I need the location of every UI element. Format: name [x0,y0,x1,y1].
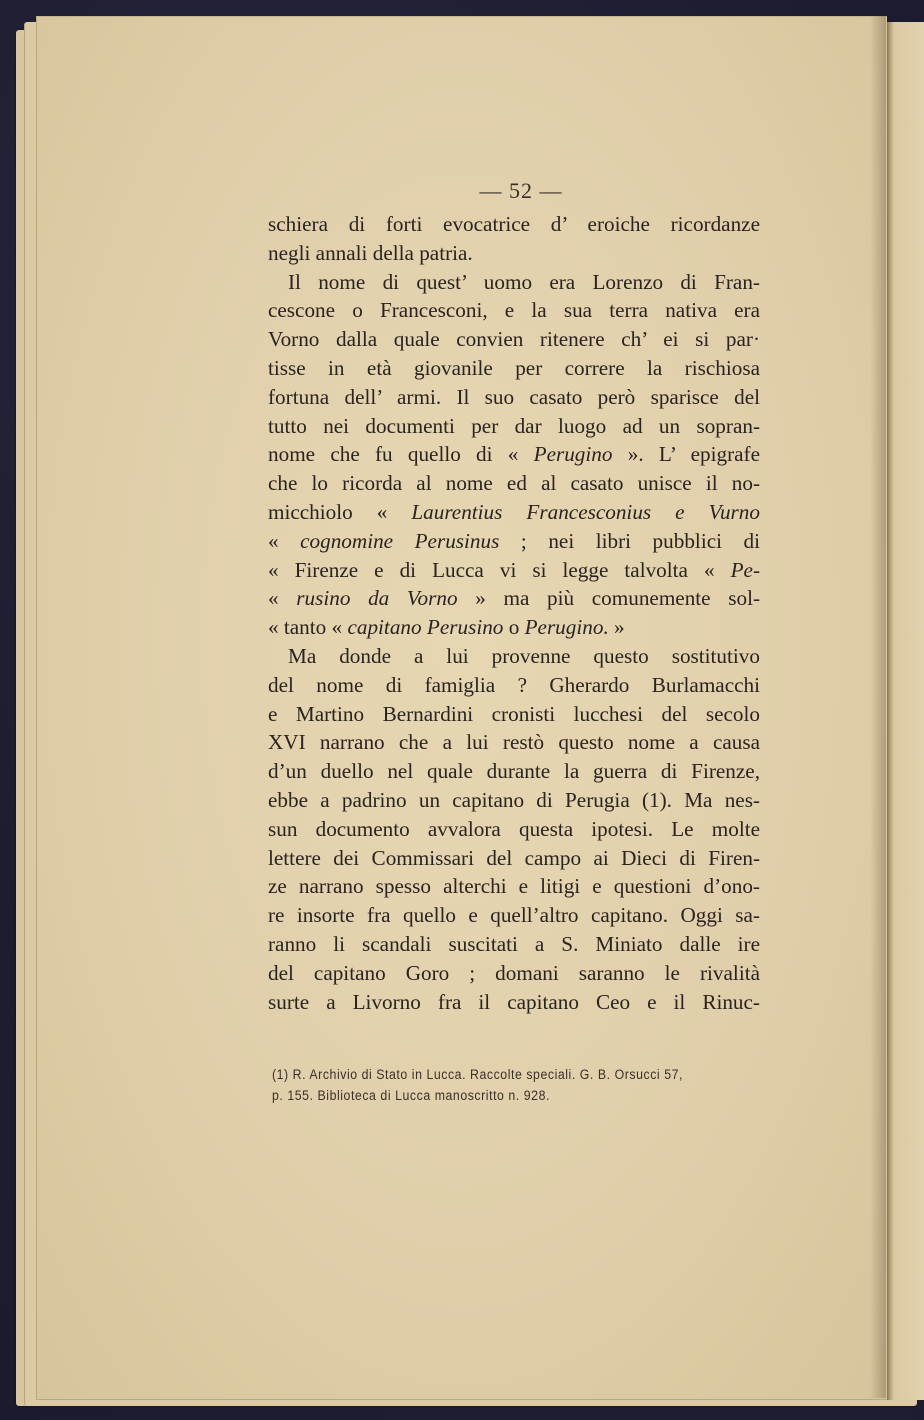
italic-text: capitano Perusino [347,615,504,640]
text-run: ». L’ epigrafe [612,442,760,467]
text-run: ze narrano spesso alterchi e litigi e questioni d’ono- [268,874,760,899]
italic-text: Laurentius Francesconius e Vurno [411,499,760,524]
text-line [268,325,760,354]
text-run: nome che fu quello di « [268,442,534,467]
text-line [268,757,760,786]
text-line [268,613,760,642]
italic-text: rusino da Vorno [296,586,458,611]
text-run: Il nome di quest’ uomo era Lorenzo di Fran- [288,269,760,294]
text-line [268,556,760,585]
text-run: » [608,615,625,640]
text-line [268,872,760,901]
text-line [268,498,760,527]
text-line [268,354,760,383]
text-run: Vorno dalla quale convien ritenere ch’ ei si par· [268,327,760,352]
text-run: « [268,528,301,553]
text-line [268,930,760,959]
text-run: re insorte fra quello e quell’altro capitano. Oggi sa- [268,903,760,928]
text-run: e Martino Bernardini cronisti lucchesi del secolo [268,701,760,726]
text-line [268,268,760,297]
text-run: « [268,586,297,611]
text-run: « Firenze e di Lucca vi si legge talvolta « [268,557,731,582]
italic-text: Perugino [533,442,613,467]
italic-text: Perugino. [524,615,609,640]
text-run: ranno li scandali suscitati a S. Miniato dalle ire [268,931,760,956]
page-number: — 52 — [479,178,563,203]
text-run: tisse in età giovanile per correre la rischiosa [268,355,760,380]
text-line [268,210,760,239]
text-line [268,440,760,469]
text-line [268,642,760,671]
text-line [268,700,760,729]
text-line [268,412,760,441]
italic-text: cognomine Perusinus [300,528,500,553]
text-run: XVI narrano che a lui restò questo nome a causa [268,730,760,755]
text-run: d’un duello nel quale durante la guerra di Firenze, [268,759,760,784]
text-line [268,383,760,412]
gutter-shadow [870,16,886,1398]
text-run: del nome di famiglia ? Gherardo Burlamacchi [268,672,760,697]
text-run: che lo ricorda al nome ed al casato unisce il no- [268,471,760,496]
text-line [268,296,760,325]
footnote-line: (1) R. Archivio di Stato in Lucca. Raccolte speciali. G. B. Orsucci 57, [272,1067,683,1082]
facing-page-edge [886,22,924,1400]
page-body [268,178,760,1016]
text-line [268,786,760,815]
text-run: lettere dei Commissari del campo ai Dieci di Firen- [268,845,760,870]
text-run: negli annali della patria. [268,240,473,265]
text-run: Ma donde a lui provenne questo sostitutivo [288,643,760,668]
text-run: fortuna dell’ armi. Il suo casato però sparisce del [268,384,760,409]
text-line [268,988,760,1017]
text-run: micchiolo « [268,499,412,524]
footnote-line: p. 155. Biblioteca di Lucca manoscritto n. 928. [272,1088,550,1103]
text-line [268,469,760,498]
text-line [268,584,760,613]
text-line [268,728,760,757]
italic-text: Pe- [730,557,760,582]
text-line [268,844,760,873]
text-line [268,671,760,700]
text-run: « tanto « [268,615,348,640]
body-text [268,210,760,1016]
text-run: » ma più comunemente sol- [457,586,761,611]
text-line [268,815,760,844]
text-line [268,239,760,268]
text-line [268,959,760,988]
text-run: del capitano Goro ; domani saranno le rivalità [268,960,760,985]
footnotes [272,1064,750,1106]
text-run: ebbe a padrino un capitano di Perugia (1). Ma nes- [268,787,760,812]
text-run: surte a Livorno fra il capitano Ceo e il Rinuc- [268,989,760,1014]
text-run: o [503,615,525,640]
text-run: ; nei libri pubblici di [499,528,761,553]
text-line [268,901,760,930]
text-line [268,527,760,556]
text-run: tutto nei documenti per dar luogo ad un sopran- [268,413,760,438]
text-run: cescone o Francesconi, e la sua terra nativa era [268,298,760,323]
text-run: sun documento avvalora questa ipotesi. Le molte [268,816,760,841]
text-run: schiera di forti evocatrice d’ eroiche ricordanze [268,212,760,236]
